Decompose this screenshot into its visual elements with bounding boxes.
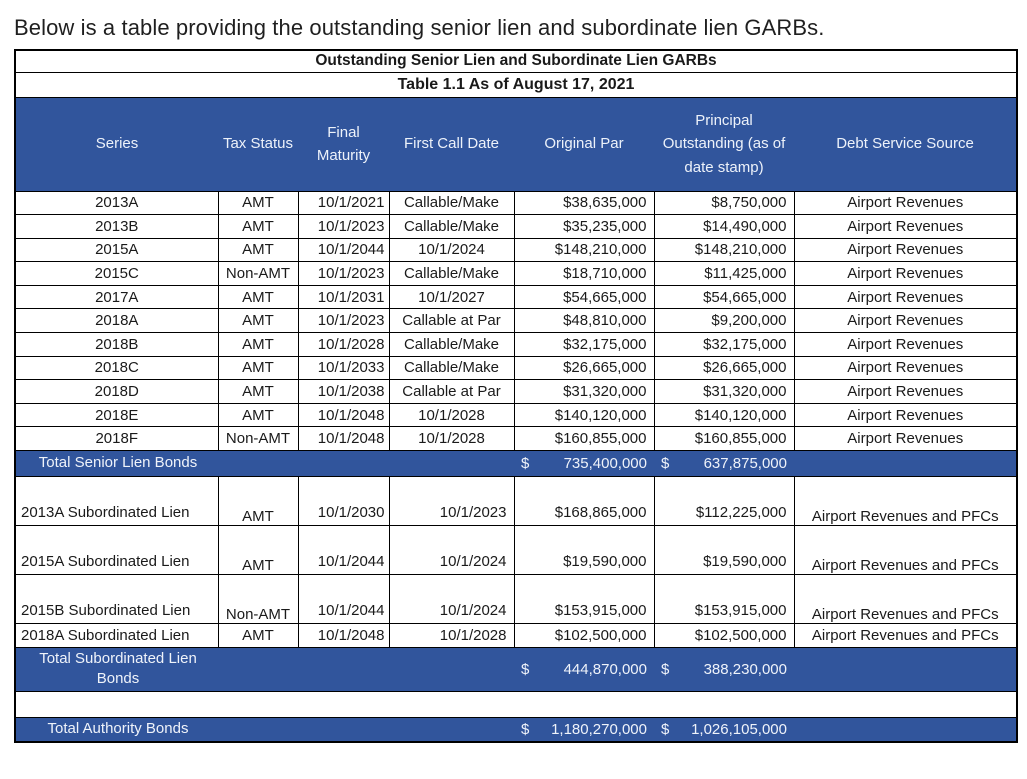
series-cell: 2015A [15, 238, 218, 262]
header-first-call-date: First Call Date [389, 97, 514, 191]
debt-service-source-cell: Airport Revenues [794, 403, 1017, 427]
total-authority-principal-cell [654, 717, 794, 742]
total-senior-par-amount: 735,400,000 [563, 455, 647, 473]
tax-status-cell: AMT [218, 191, 298, 215]
final-maturity-cell: 10/1/2048 [298, 427, 389, 451]
table-row [15, 238, 1017, 262]
table-row [15, 477, 1017, 526]
principal-outstanding-cell: $8,750,000 [654, 191, 794, 215]
final-maturity-cell: 10/1/2048 [298, 624, 389, 648]
first-call-cell: Callable at Par [389, 380, 514, 404]
series-cell: 2018B [15, 333, 218, 357]
total-authority-row [15, 717, 1017, 742]
table-row [15, 285, 1017, 309]
garb-table [14, 49, 1018, 743]
page-caption: Below is a table providing the outstanding senior lien and subordinate lien GARBs. [14, 15, 825, 40]
table-row [15, 624, 1017, 648]
debt-service-source-cell: Airport Revenues [794, 333, 1017, 357]
final-maturity-cell: 10/1/2028 [298, 333, 389, 357]
principal-outstanding-cell: $31,320,000 [654, 380, 794, 404]
total-subordinated-label-cell [15, 647, 514, 691]
header-principal-outstanding: Principal Outstanding (as of date stamp) [654, 97, 794, 191]
total-senior-empty-cell [794, 451, 1017, 477]
tax-status-cell: AMT [218, 238, 298, 262]
first-call-cell: Callable/Make [389, 262, 514, 286]
debt-service-source-cell: Airport Revenues and PFCs [794, 575, 1017, 624]
final-maturity-cell: 10/1/2023 [298, 215, 389, 239]
original-par-cell: $160,855,000 [514, 427, 654, 451]
first-call-cell: 10/1/2028 [389, 427, 514, 451]
header-final-maturity: Final Maturity [298, 97, 389, 191]
currency-sign: $ [661, 660, 670, 678]
first-call-cell: Callable at Par [389, 309, 514, 333]
final-maturity-cell: 10/1/2021 [298, 191, 389, 215]
original-par-cell: $19,590,000 [514, 526, 654, 575]
tax-status-cell: AMT [218, 403, 298, 427]
table-row [15, 427, 1017, 451]
tax-status-cell: AMT [218, 477, 298, 526]
final-maturity-cell: 10/1/2033 [298, 356, 389, 380]
table-row [15, 403, 1017, 427]
principal-outstanding-cell: $26,665,000 [654, 356, 794, 380]
debt-service-source-cell: Airport Revenues [794, 356, 1017, 380]
series-cell: 2018A [15, 309, 218, 333]
debt-service-source-cell: Airport Revenues and PFCs [794, 477, 1017, 526]
tax-status-cell: AMT [218, 215, 298, 239]
table-subtitle-row [15, 72, 1017, 97]
currency-sign: $ [661, 455, 670, 473]
tax-status-cell: AMT [218, 624, 298, 648]
principal-outstanding-cell: $148,210,000 [654, 238, 794, 262]
spacer-row [15, 691, 1017, 717]
total-subordinated-par-amount: 444,870,000 [563, 660, 647, 678]
total-authority-empty-cell [794, 717, 1017, 742]
first-call-cell: 10/1/2024 [389, 526, 514, 575]
final-maturity-cell: 10/1/2044 [298, 575, 389, 624]
series-cell: 2015C [15, 262, 218, 286]
first-call-cell: 10/1/2028 [389, 403, 514, 427]
original-par-cell: $102,500,000 [514, 624, 654, 648]
first-call-cell: 10/1/2023 [389, 477, 514, 526]
series-cell: 2013B [15, 215, 218, 239]
principal-outstanding-cell: $153,915,000 [654, 575, 794, 624]
tax-status-cell: AMT [218, 380, 298, 404]
table-row [15, 309, 1017, 333]
total-authority-label: Total Authority Bonds [47, 720, 189, 738]
total-senior-principal-amount: 637,875,000 [703, 455, 787, 473]
principal-outstanding-cell: $19,590,000 [654, 526, 794, 575]
final-maturity-cell: 10/1/2023 [298, 309, 389, 333]
first-call-cell: 10/1/2027 [389, 285, 514, 309]
debt-service-source-cell: Airport Revenues and PFCs [794, 526, 1017, 575]
series-cell: 2018E [15, 403, 218, 427]
total-senior-row [15, 451, 1017, 477]
final-maturity-cell: 10/1/2030 [298, 477, 389, 526]
table-row [15, 333, 1017, 357]
final-maturity-cell: 10/1/2038 [298, 380, 389, 404]
table-row [15, 356, 1017, 380]
principal-outstanding-cell: $32,175,000 [654, 333, 794, 357]
debt-service-source-cell: Airport Revenues [794, 191, 1017, 215]
table-subtitle: Table 1.1 As of August 17, 2021 [15, 72, 1017, 97]
header-original-par: Original Par [514, 97, 654, 191]
debt-service-source-cell: Airport Revenues [794, 285, 1017, 309]
table-row [15, 575, 1017, 624]
series-cell: 2015A Subordinated Lien [15, 526, 218, 575]
final-maturity-cell: 10/1/2031 [298, 285, 389, 309]
debt-service-source-cell: Airport Revenues [794, 215, 1017, 239]
table-row [15, 380, 1017, 404]
final-maturity-cell: 10/1/2044 [298, 526, 389, 575]
table-title-row [15, 50, 1017, 72]
series-cell: 2015B Subordinated Lien [15, 575, 218, 624]
original-par-cell: $140,120,000 [514, 403, 654, 427]
principal-outstanding-cell: $9,200,000 [654, 309, 794, 333]
principal-outstanding-cell: $160,855,000 [654, 427, 794, 451]
original-par-cell: $148,210,000 [514, 238, 654, 262]
series-cell: 2018C [15, 356, 218, 380]
total-senior-par-cell [514, 451, 654, 477]
table-title: Outstanding Senior Lien and Subordinate Lien GARBs [15, 50, 1017, 72]
debt-service-source-cell: Airport Revenues [794, 262, 1017, 286]
final-maturity-cell: 10/1/2044 [298, 238, 389, 262]
table-row [15, 215, 1017, 239]
original-par-cell: $54,665,000 [514, 285, 654, 309]
table-row [15, 262, 1017, 286]
header-series: Series [15, 97, 218, 191]
header-tax-status: Tax Status [218, 97, 298, 191]
total-senior-label-cell [15, 451, 514, 477]
total-subordinated-par-cell [514, 647, 654, 691]
total-authority-par-amount: 1,180,270,000 [551, 720, 647, 738]
currency-sign: $ [521, 720, 530, 738]
principal-outstanding-cell: $11,425,000 [654, 262, 794, 286]
currency-sign: $ [521, 660, 530, 678]
debt-service-source-cell: Airport Revenues and PFCs [794, 624, 1017, 648]
first-call-cell: Callable/Make [389, 215, 514, 239]
tax-status-cell: AMT [218, 526, 298, 575]
first-call-cell: Callable/Make [389, 191, 514, 215]
original-par-cell: $32,175,000 [514, 333, 654, 357]
principal-outstanding-cell: $112,225,000 [654, 477, 794, 526]
total-senior-label: Total Senior Lien Bonds [38, 454, 198, 472]
first-call-cell: 10/1/2024 [389, 575, 514, 624]
tax-status-cell: AMT [218, 356, 298, 380]
principal-outstanding-cell: $14,490,000 [654, 215, 794, 239]
original-par-cell: $48,810,000 [514, 309, 654, 333]
original-par-cell: $153,915,000 [514, 575, 654, 624]
column-header-row [15, 97, 1017, 191]
first-call-cell: Callable/Make [389, 356, 514, 380]
currency-sign: $ [661, 720, 670, 738]
total-authority-principal-amount: 1,026,105,000 [691, 720, 787, 738]
original-par-cell: $35,235,000 [514, 215, 654, 239]
table-row [15, 191, 1017, 215]
debt-service-source-cell: Airport Revenues [794, 309, 1017, 333]
tax-status-cell: Non-AMT [218, 427, 298, 451]
first-call-cell: 10/1/2028 [389, 624, 514, 648]
tax-status-cell: Non-AMT [218, 575, 298, 624]
debt-service-source-cell: Airport Revenues [794, 427, 1017, 451]
final-maturity-cell: 10/1/2048 [298, 403, 389, 427]
series-cell: 2018F [15, 427, 218, 451]
debt-service-source-cell: Airport Revenues [794, 380, 1017, 404]
principal-outstanding-cell: $102,500,000 [654, 624, 794, 648]
original-par-cell: $31,320,000 [514, 380, 654, 404]
total-authority-label-cell [15, 717, 514, 742]
principal-outstanding-cell: $140,120,000 [654, 403, 794, 427]
series-cell: 2013A [15, 191, 218, 215]
tax-status-cell: AMT [218, 333, 298, 357]
table-row [15, 526, 1017, 575]
series-cell: 2018A Subordinated Lien [15, 624, 218, 648]
total-subordinated-principal-cell [654, 647, 794, 691]
principal-outstanding-cell: $54,665,000 [654, 285, 794, 309]
first-call-cell: Callable/Make [389, 333, 514, 357]
spacer-cell [15, 691, 1017, 717]
total-subordinated-label: Total Subordinated Lien Bonds [39, 649, 197, 688]
total-senior-principal-cell [654, 451, 794, 477]
final-maturity-cell: 10/1/2023 [298, 262, 389, 286]
total-subordinated-empty-cell [794, 647, 1017, 691]
tax-status-cell: AMT [218, 285, 298, 309]
tax-status-cell: AMT [218, 309, 298, 333]
original-par-cell: $168,865,000 [514, 477, 654, 526]
original-par-cell: $26,665,000 [514, 356, 654, 380]
original-par-cell: $38,635,000 [514, 191, 654, 215]
first-call-cell: 10/1/2024 [389, 238, 514, 262]
series-cell: 2018D [15, 380, 218, 404]
currency-sign: $ [521, 455, 530, 473]
tax-status-cell: Non-AMT [218, 262, 298, 286]
series-cell: 2013A Subordinated Lien [15, 477, 218, 526]
total-subordinated-row [15, 647, 1017, 691]
debt-service-source-cell: Airport Revenues [794, 238, 1017, 262]
total-subordinated-principal-amount: 388,230,000 [703, 660, 787, 678]
header-debt-service-source: Debt Service Source [794, 97, 1017, 191]
original-par-cell: $18,710,000 [514, 262, 654, 286]
series-cell: 2017A [15, 285, 218, 309]
total-authority-par-cell [514, 717, 654, 742]
